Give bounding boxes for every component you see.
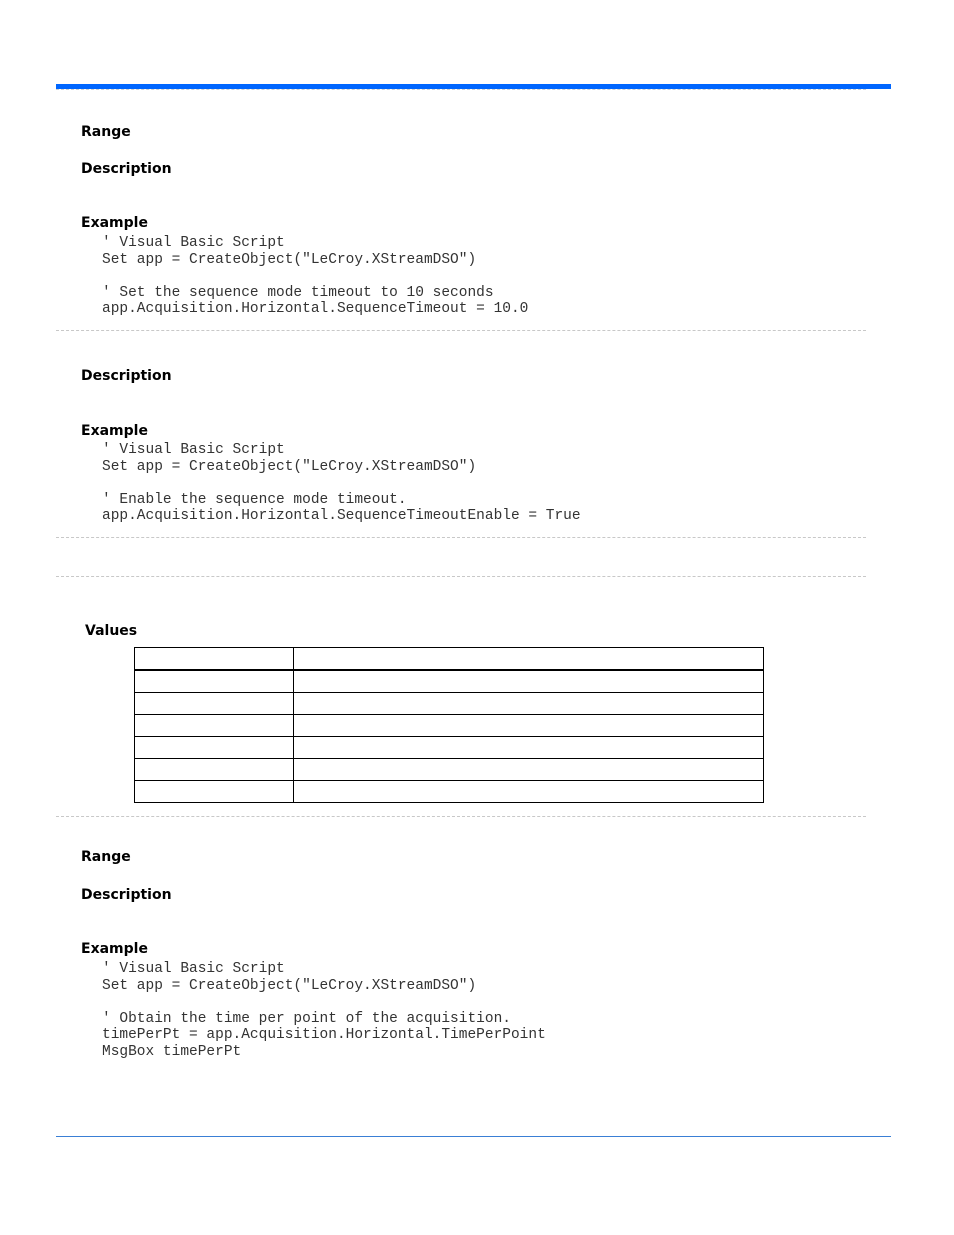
code-line: app.Acquisition.Horizontal.SequenceTimeout = 10.0	[102, 301, 529, 317]
code-line	[102, 268, 528, 285]
table-cell	[135, 670, 294, 693]
range-heading: Range	[81, 849, 131, 865]
footer-rule	[56, 1136, 891, 1137]
code-line: Set app = CreateObject("LeCroy.XStreamDSO")	[102, 251, 477, 268]
table-cell	[294, 759, 764, 781]
code-line: app.Acquisition.Horizontal.SequenceTimeoutEnable = True	[102, 508, 581, 524]
table-cell	[294, 670, 764, 693]
table-cell	[135, 759, 294, 781]
table-row	[135, 670, 764, 693]
code-line: ' Enable the sequence mode timeout.	[102, 491, 407, 508]
table-cell	[135, 737, 294, 759]
section-separator	[56, 330, 866, 331]
table-cell	[294, 648, 764, 671]
table-cell	[135, 693, 294, 715]
table-row	[135, 715, 764, 737]
table-cell	[135, 648, 294, 671]
table-header-row	[135, 648, 764, 671]
code-line: ' Visual Basic Script	[102, 235, 285, 251]
table-cell	[294, 715, 764, 737]
code-line: Set app = CreateObject("LeCroy.XStreamDSO")	[102, 977, 477, 994]
section-separator	[56, 537, 866, 538]
table-cell	[135, 715, 294, 737]
code-line	[102, 994, 546, 1011]
table-cell	[294, 737, 764, 759]
table-cell	[294, 781, 764, 803]
example-heading: Example	[81, 215, 148, 231]
table-row	[135, 759, 764, 781]
table-cell	[294, 693, 764, 715]
section-separator	[56, 816, 866, 817]
description-heading: Description	[81, 368, 172, 384]
code-line: timePerPt = app.Acquisition.Horizontal.TimePerPoint	[102, 1027, 546, 1043]
description-heading: Description	[81, 887, 172, 903]
code-line: ' Visual Basic Script	[102, 961, 285, 977]
table-row	[135, 781, 764, 803]
code-block	[102, 235, 528, 318]
example-heading: Example	[81, 941, 148, 957]
code-line: ' Obtain the time per point of the acquisition.	[102, 1010, 511, 1027]
code-line: Set app = CreateObject("LeCroy.XStreamDSO")	[102, 458, 477, 475]
header-dash-rule	[56, 89, 866, 90]
description-heading: Description	[81, 161, 172, 177]
code-line: ' Visual Basic Script	[102, 442, 285, 458]
values-heading: Values	[85, 623, 138, 639]
values-table	[134, 647, 764, 803]
code-line: MsgBox timePerPt	[102, 1043, 242, 1060]
code-line	[102, 475, 581, 492]
table-cell	[135, 781, 294, 803]
code-block	[102, 442, 581, 525]
code-line: ' Set the sequence mode timeout to 10 seconds	[102, 284, 494, 301]
range-heading: Range	[81, 124, 131, 140]
example-heading: Example	[81, 423, 148, 439]
section-separator	[56, 576, 866, 577]
code-block	[102, 961, 546, 1060]
table-row	[135, 693, 764, 715]
table-row	[135, 737, 764, 759]
